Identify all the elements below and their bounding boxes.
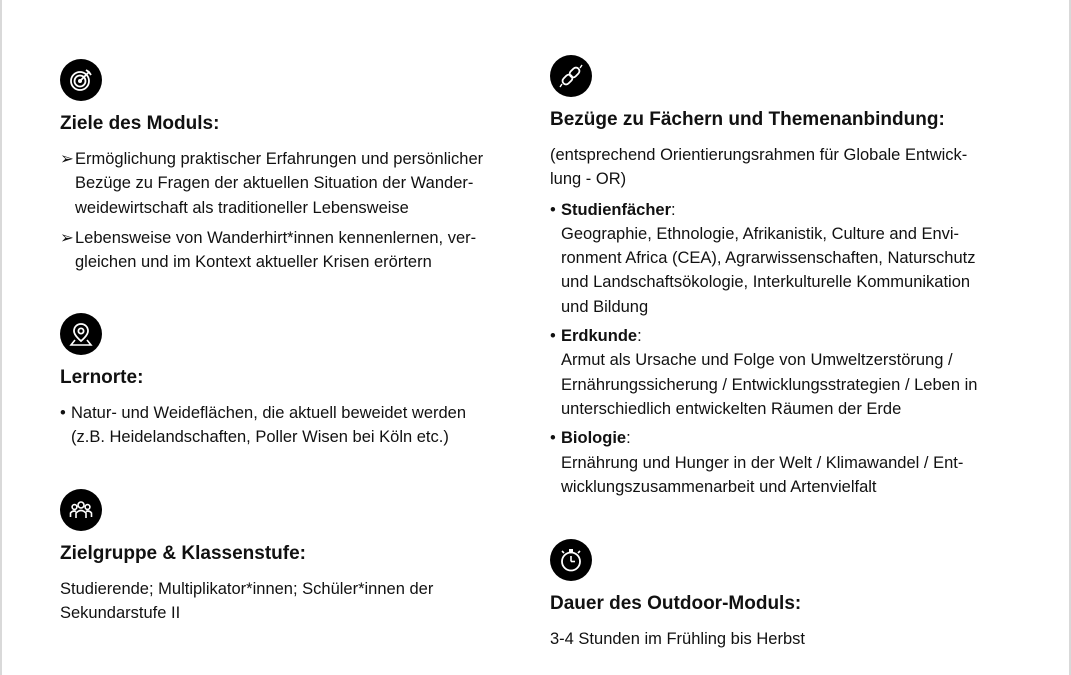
goal-1-line-2: Bezüge zu Fragen der aktuellen Situation der Wander- [75,174,474,193]
target-group-line-2: Sekundarstufe II [60,604,181,623]
subject-line: Ernährungssicherung / Entwicklungsstrategien / Leben in [561,375,978,394]
goal-2-line-1: Lebensweise von Wanderhirt*innen kennenlernen, ver- [75,228,477,247]
bullet-icon: • [550,429,556,448]
target-group-section [60,489,530,626]
subject-line: ronment Africa (CEA), Agrarwissenschaften, Naturschutz [561,249,976,268]
subjects-intro-line-1: (entsprechend Orientierungsrahmen für Globale Entwick- [550,146,968,164]
locations-section [60,313,530,450]
bullet-icon: • [550,200,556,219]
subject-line: Armut als Ursache und Folge von Umweltzerstörung / [561,351,953,370]
subject-line: wicklungszusammenarbeit und Artenvielfalt [561,477,877,496]
goal-1-line-3: weidewirtschaft als traditioneller Lebensweise [75,198,409,217]
subjects-intro-line-2: lung - OR) [550,170,627,189]
bullet-icon: • [550,327,556,346]
duration-title: Dauer des Outdoor-Moduls: [550,593,802,614]
subject-line: Geographie, Ethnologie, Afrikanistik, Culture and Envi- [561,224,960,243]
link-icon [550,55,592,97]
list-item [60,226,530,275]
colon: : [671,200,676,219]
list-item [60,401,530,450]
duration-section [550,539,1020,651]
target-icon [60,59,102,101]
target-group-text [60,577,530,626]
goals-title: Ziele des Moduls: [60,113,220,134]
locations-line-2: (z.B. Heidelandschaften, Poller Wisen bei Köln etc.) [71,428,449,447]
arrow-bullet-icon: ➢ [60,228,74,247]
locations-line-1: Natur- und Weideflächen, die aktuell beweidet werden [71,404,467,422]
location-pin-icon [60,313,102,355]
list-item [550,198,1020,319]
subject-line: unterschiedlich entwickelten Räumen der Erde [561,399,902,418]
subject-heading [561,198,1020,222]
subject-label: Studienfächer [561,200,672,219]
subject-heading [561,426,1020,450]
subjects-section [550,55,1020,499]
subject-line: und Landschaftsökologie, Interkulturelle Kommunikation [561,273,971,292]
goal-1-line-1: Ermöglichung praktischer Erfahrungen und persönlicher [75,150,484,168]
subjects-intro [550,143,1020,192]
page-edge-left [0,0,2,675]
target-group-line-1: Studierende; Multiplikator*innen; Schüler*innen der [60,580,434,598]
duration-text: 3-4 Stunden im Frühling bis Herbst [550,630,805,648]
goals-section [60,59,530,274]
subjects-title: Bezüge zu Fächern und Themenanbindung: [550,109,945,130]
subject-line: Ernährung und Hunger in der Welt / Klimawandel / Ent- [561,453,964,472]
goal-2-line-2: gleichen und im Kontext aktueller Krisen erörtern [75,253,432,272]
subject-label: Erdkunde [561,327,638,346]
colon: : [626,429,631,448]
list-item [60,147,530,220]
colon: : [637,327,642,346]
arrow-bullet-icon: ➢ [60,150,74,168]
list-item [550,426,1020,499]
subject-label: Biologie [561,429,627,448]
stopwatch-icon [550,539,592,581]
target-group-title: Zielgruppe & Klassenstufe: [60,543,306,564]
bullet-icon: • [60,404,66,422]
group-icon [60,489,102,531]
locations-title: Lernorte: [60,367,144,388]
goals-list [60,147,530,274]
subject-heading [561,324,1020,348]
subject-line: und Bildung [561,297,649,316]
list-item [550,324,1020,421]
